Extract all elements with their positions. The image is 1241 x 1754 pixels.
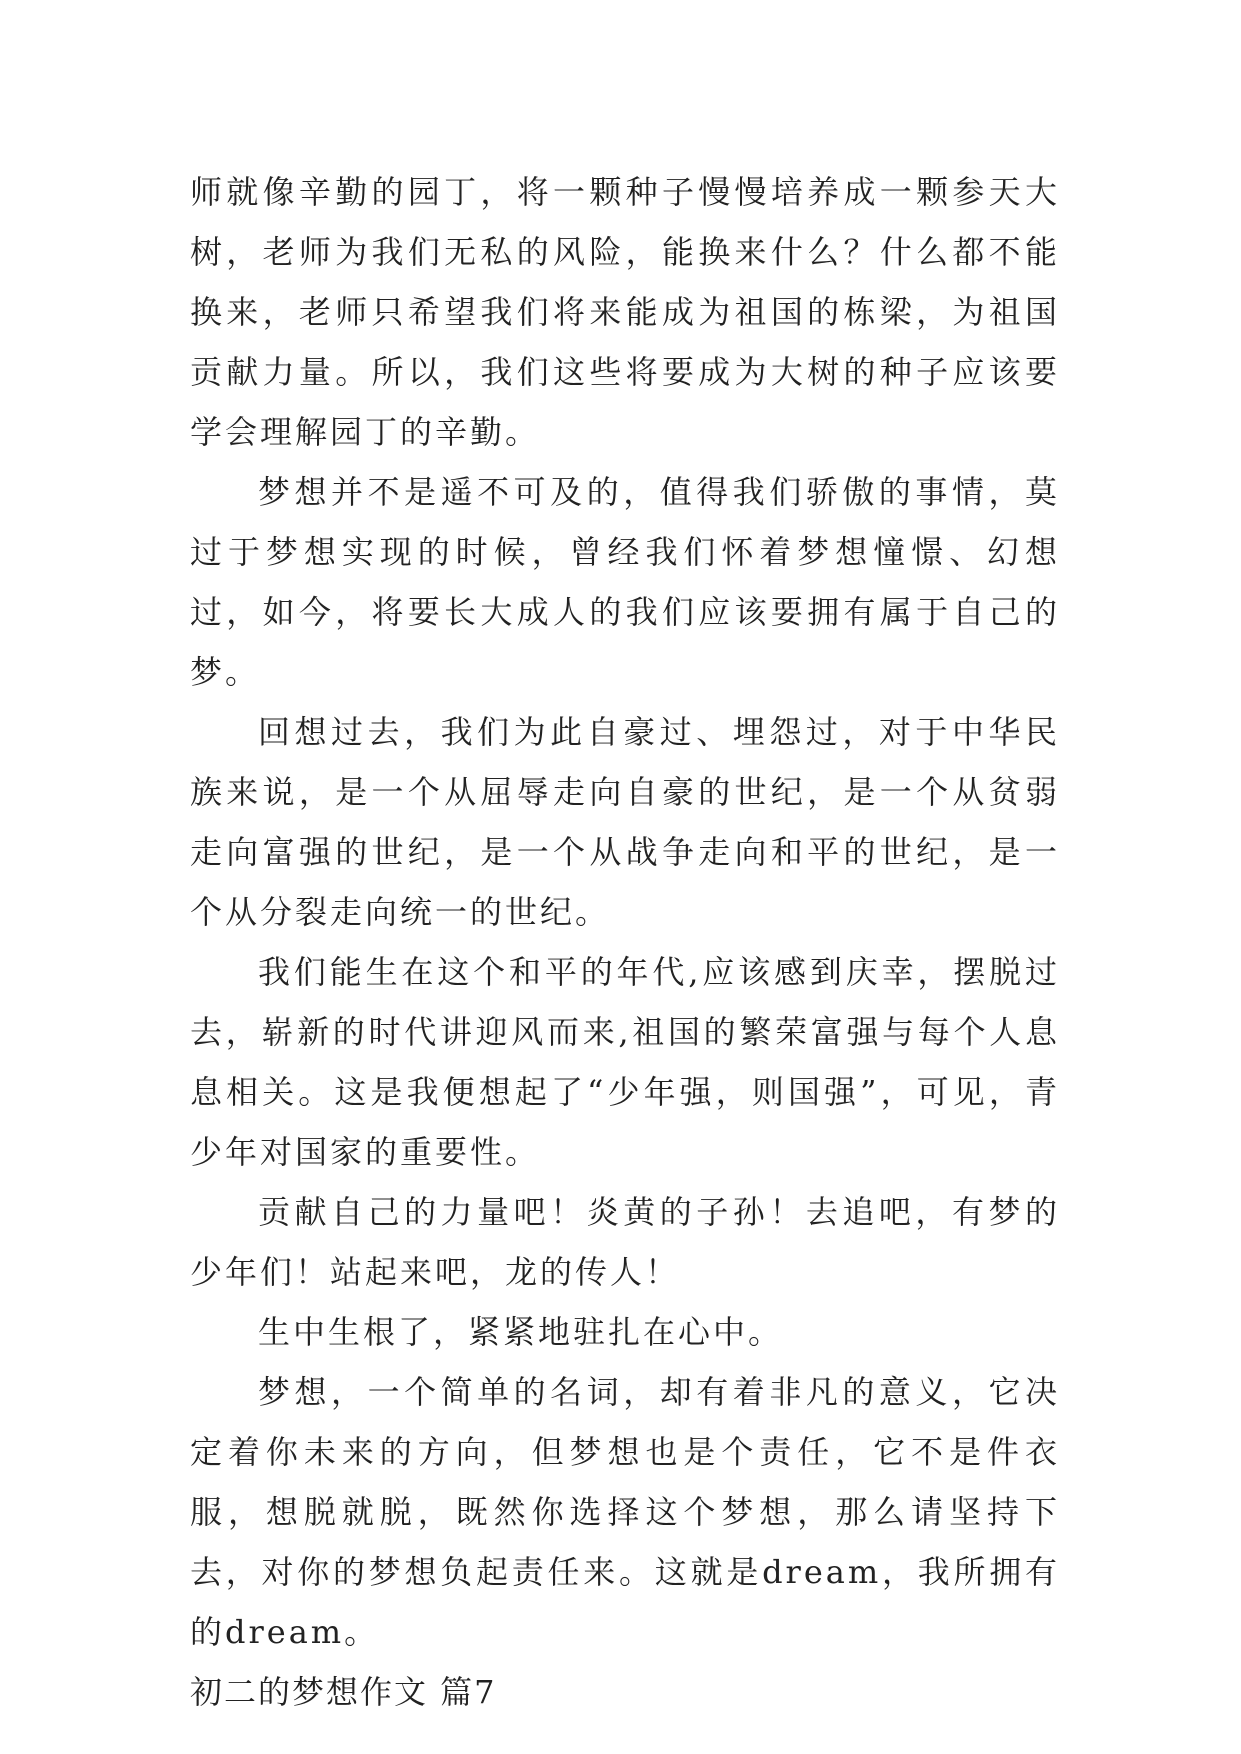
paragraph-7: 梦想，一个简单的名词，却有着非凡的意义，它决定着你未来的方向，但梦想也是个责任，它不是件衣服，想脱就脱，既然你选择这个梦想，那么请坚持下去，对你的梦想负起责任来。这就是dream，我所拥有的dream。 [190,1373,1060,1651]
document-body [190,162,1060,1722]
paragraph-1: 师就像辛勤的园丁，将一颗种子慢慢培养成一颗参天大树，老师为我们无私的风险，能换来什么？什么都不能换来，老师只希望我们将来能成为祖国的栋梁，为祖国贡献力量。所以，我们这些将要成为大树的种子应该要学会理解园丁的辛勤。 [190,173,1060,451]
section-heading: 初二的梦想作文 篇7 [190,1673,497,1711]
paragraph-5: 贡献自己的力量吧！炎黄的子孙！去追吧，有梦的少年们！站起来吧，龙的传人！ [190,1193,1060,1291]
paragraph-4: 我们能生在这个和平的年代,应该感到庆幸，摆脱过去，崭新的时代讲迎风而来,祖国的繁荣富强与每个人息息相关。这是我便想起了“少年强，则国强”，可见，青少年对国家的重要性。 [190,953,1060,1171]
paragraph-6: 生中生根了，紧紧地驻扎在心中。 [258,1313,784,1351]
paragraph-2: 梦想并不是遥不可及的，值得我们骄傲的事情，莫过于梦想实现的时候，曾经我们怀着梦想憧憬、幻想过，如今，将要长大成人的我们应该要拥有属于自己的梦。 [190,473,1060,691]
paragraph-3: 回想过去，我们为此自豪过、埋怨过，对于中华民族来说，是一个从屈辱走向自豪的世纪，是一个从贫弱走向富强的世纪，是一个从战争走向和平的世纪，是一个从分裂走向统一的世纪。 [190,713,1060,931]
